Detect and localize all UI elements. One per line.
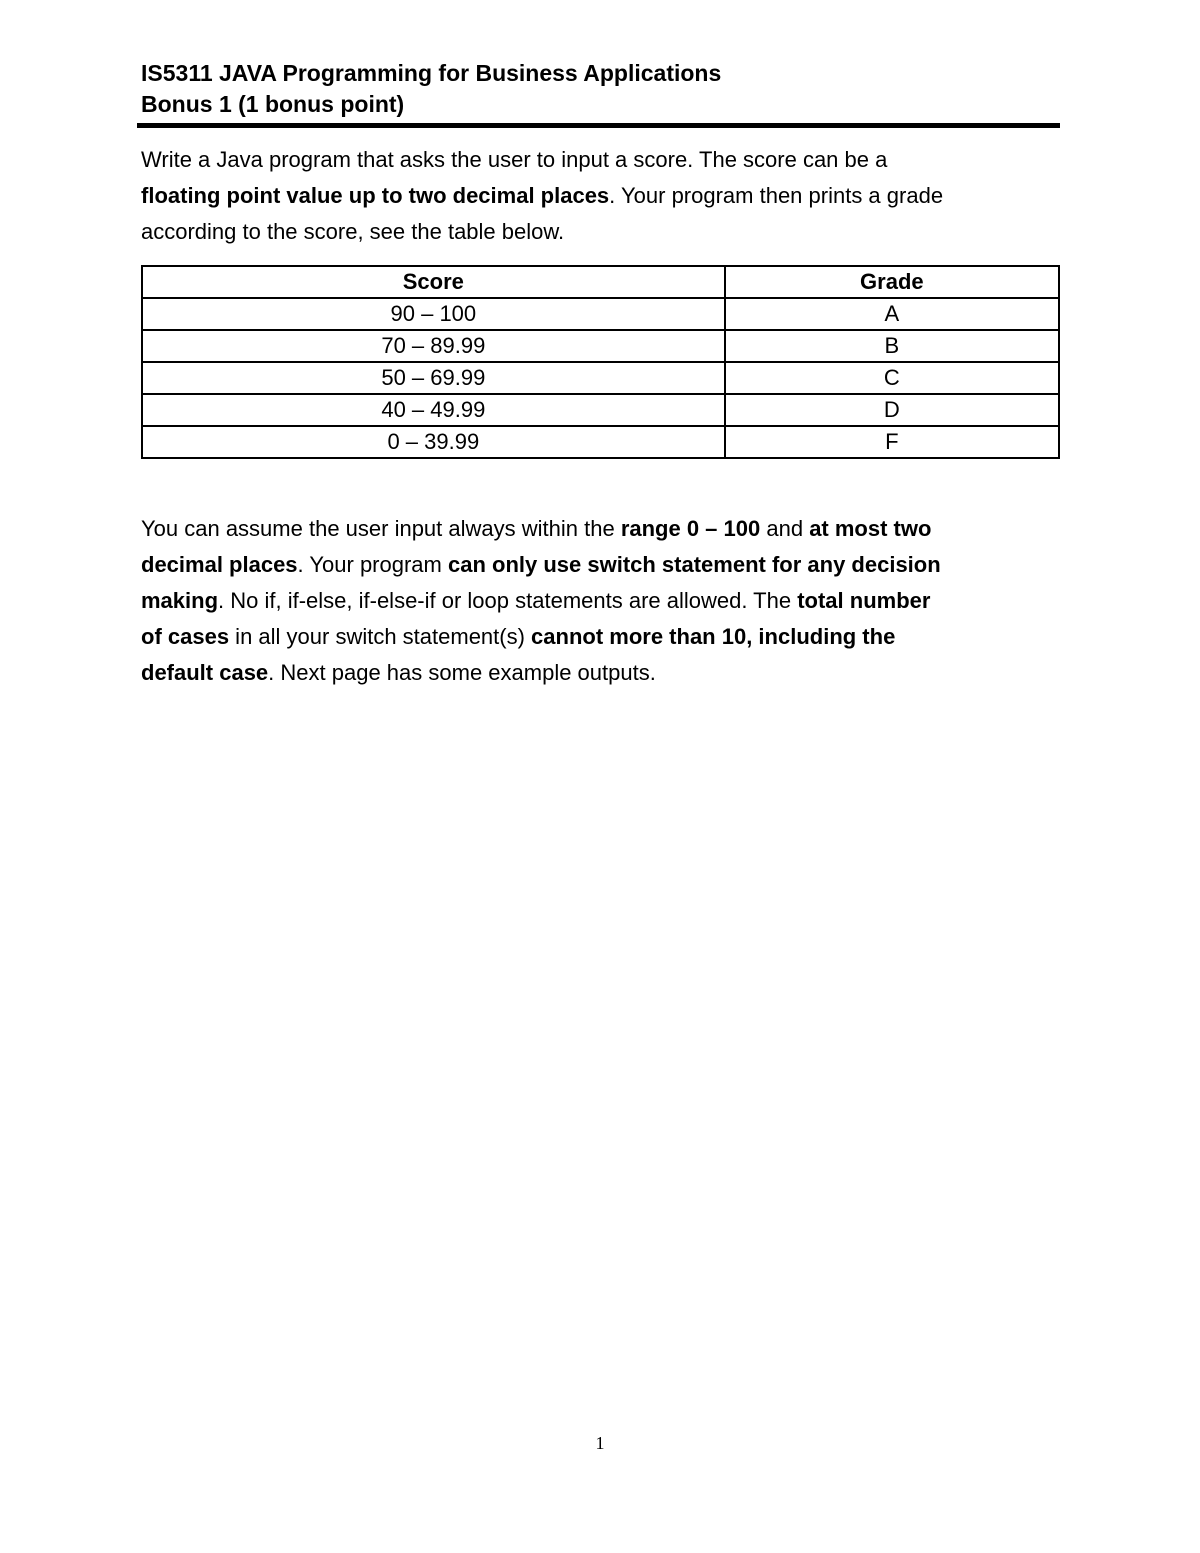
text-span: and [760, 516, 810, 541]
intro-line-3: according to the score, see the table below. [141, 219, 565, 244]
header-divider [137, 123, 1060, 128]
grade-cell: A [725, 298, 1059, 330]
emphasis-span: range 0 – 100 [620, 516, 761, 541]
requirements-line-2 [141, 547, 1059, 583]
intro-line-2-rest: . Your program then prints a grade [609, 183, 944, 208]
requirements-line-3 [141, 583, 1059, 619]
text-span: . Your program [297, 552, 448, 577]
table-row [142, 330, 1059, 362]
intro-line-2 [141, 178, 1059, 214]
text-span: . Next page has some example outputs. [268, 660, 656, 685]
grade-cell: F [725, 426, 1059, 458]
score-cell: 70 – 89.99 [142, 330, 725, 362]
page-number: 1 [595, 1433, 605, 1453]
score-column-header: Score [142, 266, 725, 298]
assignment-title: Bonus 1 (1 bonus point) [141, 91, 405, 117]
intro-emphasis: floating point value up to two decimal places [141, 183, 610, 208]
requirements-paragraph [141, 511, 1059, 691]
table-row [142, 394, 1059, 426]
document-header [141, 58, 1059, 120]
requirements-line-4 [141, 619, 1059, 655]
table-header-row [142, 266, 1059, 298]
emphasis-span: decimal places [141, 552, 298, 577]
emphasis-span: at most two [809, 516, 932, 541]
grade-cell: D [725, 394, 1059, 426]
course-title: IS5311 JAVA Programming for Business Applications [141, 60, 722, 86]
grade-cell: C [725, 362, 1059, 394]
table-row [142, 426, 1059, 458]
intro-paragraph [141, 142, 1059, 250]
emphasis-span: cannot more than 10, including the [531, 624, 896, 649]
score-cell: 50 – 69.99 [142, 362, 725, 394]
grade-table [141, 265, 1060, 459]
requirements-line-5 [141, 655, 1059, 691]
grade-column-header: Grade [725, 266, 1059, 298]
emphasis-span: total number [797, 588, 931, 613]
table-row [142, 298, 1059, 330]
requirements-line-1 [141, 511, 1059, 547]
text-span: You can assume the user input always within the [141, 516, 621, 541]
emphasis-span: can only use switch statement for any decision [447, 552, 941, 577]
score-cell: 90 – 100 [142, 298, 725, 330]
score-cell: 40 – 49.99 [142, 394, 725, 426]
text-span: . No if, if-else, if-else-if or loop statements are allowed. The [218, 588, 798, 613]
emphasis-span: making [141, 588, 219, 613]
grade-cell: B [725, 330, 1059, 362]
score-cell: 0 – 39.99 [142, 426, 725, 458]
text-span: in all your switch statement(s) [229, 624, 532, 649]
emphasis-span: of cases [141, 624, 230, 649]
table-row [142, 362, 1059, 394]
emphasis-span: default case [141, 660, 269, 685]
intro-line-1: Write a Java program that asks the user to input a score. The score can be a [141, 147, 888, 172]
